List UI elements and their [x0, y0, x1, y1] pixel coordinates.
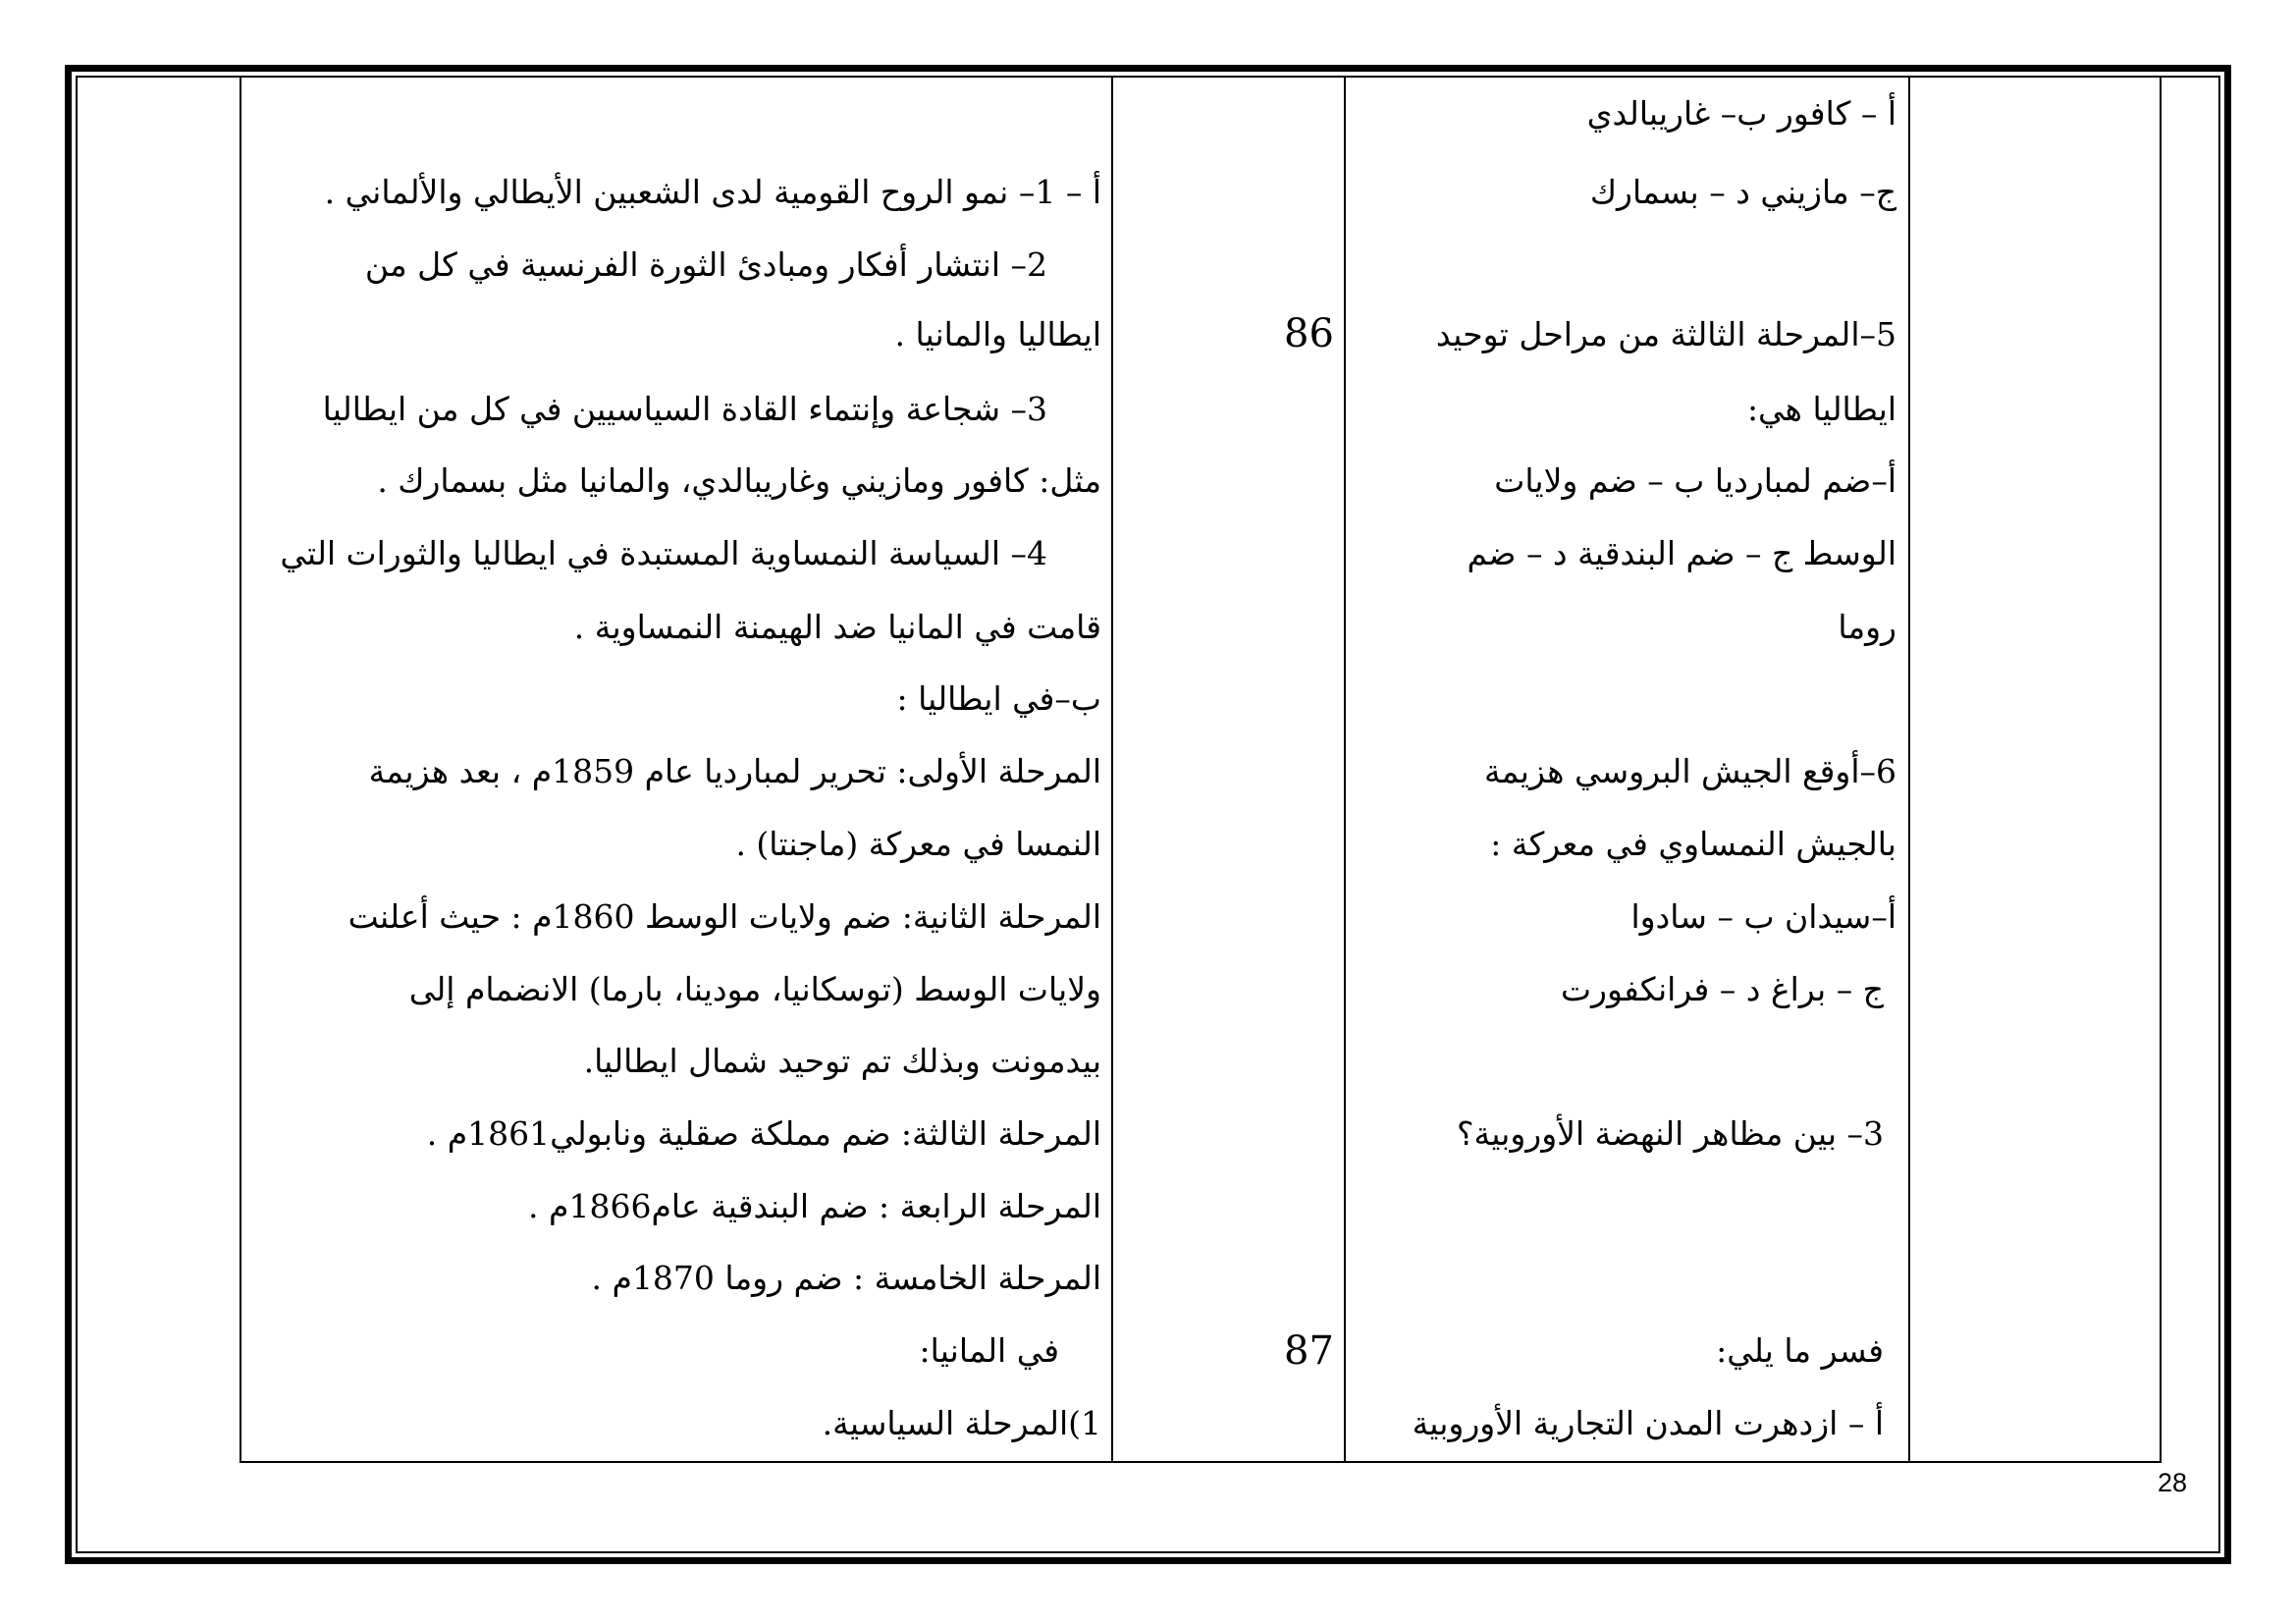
- question-line: فسر ما يلي:: [1716, 1331, 1884, 1370]
- answer-line: المرحلة الثانية: ضم ولايات الوسط 1860م : حيث أعلنت: [347, 897, 1101, 936]
- answer-line: 2– انتشار أفكار ومبادئ الثورة الفرنسية في كل من: [364, 245, 1047, 284]
- question-line: 3– بين مظاهر النهضة الأوروبية؟: [1457, 1114, 1884, 1153]
- answer-line: قامت في المانيا ضد الهيمنة النمساوية .: [573, 608, 1101, 646]
- question-line: ج – براغ د – فرانكفورت: [1560, 970, 1884, 1008]
- answer-line: النمسا في معركة (ماجنتا) .: [735, 825, 1101, 863]
- answer-line: مثل: كافور ومازيني وغاريبالدي، والمانيا مثل بسمارك .: [377, 461, 1101, 500]
- answer-line: 4– السياسة النمساوية المستبدة في ايطاليا والثورات التي: [280, 534, 1047, 572]
- answer-line: بيدمونت وبذلك تم توحيد شمال ايطاليا.: [583, 1042, 1101, 1080]
- answer-line: 3– شجاعة وإنتماء القادة السياسيين في كل من ايطاليا: [322, 390, 1047, 428]
- column-divider-questions: [1908, 76, 1910, 1463]
- answer-line: ولايات الوسط (توسكانيا، مودينا، بارما) الانضمام إلى: [408, 970, 1101, 1008]
- page-number: 28: [2158, 1468, 2188, 1497]
- answer-line: المرحلة الأولى: تحرير لمبارديا عام 1859م ، بعد هزيمة: [368, 752, 1101, 790]
- answer-line: 1)المرحلة السياسية.: [822, 1404, 1101, 1442]
- column-divider-answers: [1111, 76, 1113, 1463]
- answer-line: ب–في ايطاليا :: [896, 679, 1101, 718]
- column-divider-page: [1344, 76, 1346, 1463]
- answer-line: أ – 1– نمو الروح القومية لدى الشعبين الأيطالي والألماني .: [324, 173, 1101, 211]
- question-line: بالجيش النمساوي في معركة :: [1490, 825, 1896, 863]
- question-line: أ–ضم لمبارديا ب – ضم ولايات: [1494, 461, 1896, 500]
- question-line: روما: [1838, 608, 1896, 646]
- question-line: 5–المرحلة الثالثة من مراحل توحيد: [1435, 315, 1896, 353]
- page-reference: 86: [1284, 311, 1334, 356]
- question-line: أ – ازدهرت المدن التجارية الأوروبية: [1412, 1404, 1884, 1442]
- page-reference: 87: [1284, 1328, 1334, 1374]
- answer-line: المرحلة الخامسة : ضم روما 1870م .: [591, 1259, 1101, 1297]
- question-line: ايطاليا هي:: [1746, 390, 1896, 428]
- question-line: 6–أوقع الجيش البروسي هزيمة: [1483, 752, 1896, 790]
- question-line: أ – كافور ب– غاريبالدي: [1586, 94, 1896, 133]
- answer-line: المرحلة الرابعة : ضم البندقية عام1866م .: [528, 1187, 1101, 1225]
- question-line: أ–سيدان ب – سادوا: [1630, 897, 1896, 936]
- question-line: ج– مازيني د – بسمارك: [1589, 173, 1896, 211]
- answer-line: المرحلة الثالثة: ضم مملكة صقلية ونابولي1861م .: [426, 1114, 1101, 1153]
- answer-line: ايطاليا والمانيا .: [894, 315, 1101, 353]
- answer-line: في المانيا:: [919, 1331, 1059, 1370]
- question-line: الوسط ج – ضم البندقية د – ضم: [1467, 534, 1896, 572]
